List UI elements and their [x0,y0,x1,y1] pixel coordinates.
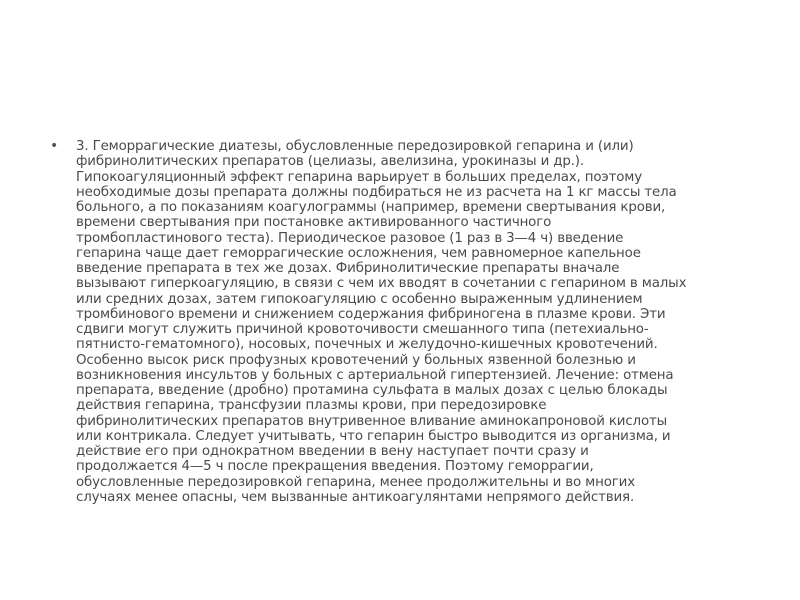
text-line: необходимые дозы препарата должны подбираться не из расчета на 1 кг массы тела [76,184,677,200]
text-line: тромбинового времени и снижением содержания фибриногена в плазме крови. Эти [76,306,666,322]
text-line: возникновения инсультов у больных с артериальной гипертензией. Лечение: отмена [76,367,674,383]
bullet-item [50,139,762,505]
text-line: фибринолитических препаратов (целиазы, авелизина, урокиназы и др.). [76,154,584,170]
text-line: сдвиги могут служить причиной кровоточивости смешанного типа (петехиально- [76,322,649,337]
text-line: времени свертывания при постановке активированного частичного [76,215,552,231]
text-line: препарата, введение (дробно) протамина сульфата в малых дозах с целью блокады [76,383,668,398]
text-line: случаях менее опасны, чем вызванные антикоагулянтами непрямого действия. [76,489,635,505]
text-line: гепарина чаще дает геморрагические осложнения, чем равномерное капельное [76,245,641,261]
text-line: действия гепарина, трансфузии плазмы крови, при передозировке [76,398,547,414]
text-line: больного, а по показаниям коагулограммы (например, времени свертывания крови, [76,200,666,215]
text-line: введение препарата в тех же дозах. Фибринолитические препараты вначале [76,261,620,276]
text-line: или средних дозах, затем гипокоагуляцию с особенно выраженным удлинением [76,291,643,307]
bullet-icon: • [50,138,59,154]
text-line: фибринолитических препаратов внутривенное вливание аминокапроновой кислоты [76,413,668,429]
text-line: продолжается 4—5 ч после прекращения введения. Поэтому геморрагии, [76,459,594,475]
text-line: Гипокоагуляционный эффект гепарина варьирует в больших пределах, поэтому [76,169,643,185]
text-line: или контрикала. Следует учитывать, что гепарин быстро выводится из организма, и [76,428,671,444]
text-line: действие его при однократном введении в вену наступает почти сразу и [76,444,589,459]
text-line: Особенно высок риск профузных кровотечений у больных язвенной болезнью и [76,352,636,368]
text-line: обусловленные передозировкой гепарина, менее продолжительны и во многих [76,474,635,490]
text-line: вызывают гиперкоагуляцию, в связи с чем их вводят в сочетании с гепарином в малых [76,276,687,292]
text-line: пятнисто-гематомного), носовых, почечных и желудочно-кишечных кровотечений. [76,337,658,353]
paragraph-text [76,139,762,505]
text-line: 3. Геморрагические диатезы, обусловленные передозировкой гепарина и (или) [76,139,634,154]
bullet-list [50,139,762,505]
text-line: тромбопластинового теста). Периодическое разовое (1 раз в 3—4 ч) введение [76,230,624,246]
